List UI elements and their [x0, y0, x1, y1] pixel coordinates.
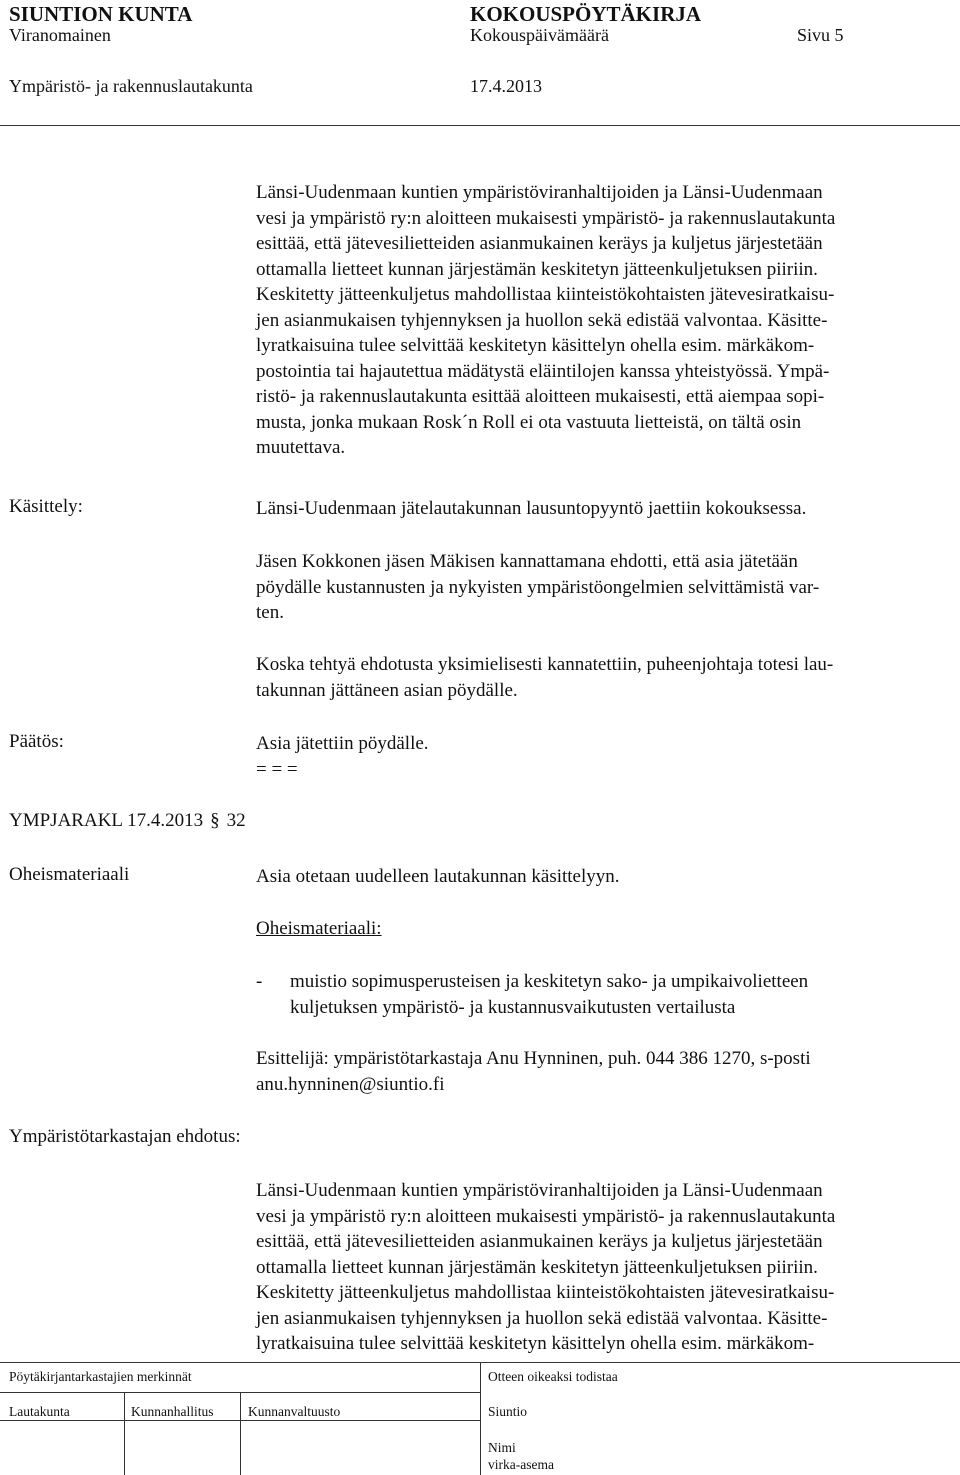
text-line: jen asianmukaisen tyhjennyksen ja huollon sekä edistää valvontaa. Käsitte- [256, 1307, 828, 1329]
certified-copy-label: Otteen oikeaksi todistaa [488, 1369, 618, 1384]
text-line: vesi ja ympäristö ry:n aloitteen mukaisesti ympäristö- ja rakennuslautakunta [256, 1205, 836, 1227]
kasittely-p1 [256, 496, 956, 522]
kasittely-p3 [256, 652, 956, 703]
text-line: postointia tai hajautettua mädätystä eläintilojen kanssa yhteistyössä. Ympä- [256, 360, 830, 382]
text-line: muutettava. [256, 437, 346, 458]
page-number: Sivu 5 [797, 25, 844, 45]
text-line: vesi ja ympäristö ry:n aloitteen mukaisesti ympäristö- ja rakennuslautakunta [256, 207, 836, 229]
position-label: virka-asema [488, 1457, 554, 1472]
text-line: ottamalla lietteet kunnan järjestämän keskitetyn jätteenkuljetuksen piiriin. [256, 1256, 818, 1278]
section-identifier [9, 810, 246, 832]
oheismateriaali-text [256, 864, 956, 890]
name-label: Nimi [488, 1440, 516, 1455]
oheismateriaali-label: Oheismateriaali [9, 864, 130, 885]
email-link[interactable]: anu.hynninen@siuntio.fi [256, 1073, 445, 1095]
text-line: Asia otetaan uudelleen lautakunnan käsittelyyn. [256, 866, 620, 887]
verifier-marks-label: Pöytäkirjantarkastajien merkinnät [9, 1369, 192, 1384]
paatos-label: Päätös: [9, 731, 64, 752]
text-line: Keskitetty jätteenkuljetus mahdollistaa kiinteistökohtaisten jätevesiratkaisu- [256, 1282, 835, 1303]
text-line: Koska tehtyä ehdotusta yksimielisesti kannatettiin, puheenjohtaja totesi lau- [256, 654, 834, 675]
oheismateriaali-heading [256, 916, 956, 942]
ehdotus-paragraph [256, 1178, 956, 1357]
authority-name: Ympäristö- ja rakennuslautakunta [9, 76, 253, 96]
separator: = = = [256, 758, 298, 780]
kasittely-label: Käsittely: [9, 496, 83, 517]
footer-col-divider [124, 1392, 125, 1475]
attachments-heading: Oheismateriaali: [256, 918, 382, 939]
kunnanvaltuusto-label: Kunnanvaltuusto [248, 1404, 341, 1419]
attachment-link[interactable]: kuljetuksen ympäristö- ja kustannusvaikutusten vertailusta [290, 996, 736, 1018]
text-line: pöydälle kustannusten ja nykyisten ympäristöongelmien selvittämistä var- [256, 576, 820, 598]
document-type: KOKOUSPÖYTÄKIRJA [470, 2, 702, 26]
text-line: musta, jonka mukaan Rosk´n Roll ei ota vastuuta lietteistä, on tältä osin [256, 411, 802, 433]
text-line: Länsi-Uudenmaan kuntien ympäristöviranhaltijoiden ja Länsi-Uudenmaan [256, 182, 823, 203]
footer-center-divider [480, 1362, 481, 1475]
kunnanhallitus-label: Kunnanhallitus [131, 1404, 214, 1419]
text-line: esittää, että jätevesilietteiden asianmukainen keräys ja kuljetus järjestetään [256, 233, 823, 254]
text-line: Esittelijä: ympäristötarkastaja Anu Hynninen, puh. 044 386 1270, s-posti [256, 1048, 811, 1069]
ehdotus-label: Ympäristötarkastajan ehdotus: [9, 1126, 241, 1147]
meeting-date: 17.4.2013 [470, 76, 542, 96]
section-mark-icon: § [210, 810, 220, 831]
text-line: ten. [256, 602, 284, 623]
text-line: Jäsen Kokkonen jäsen Mäkisen kannattamana ehdotti, että asia jätetään [256, 551, 798, 572]
text-line: Asia jätettiin pöydälle. [256, 733, 429, 754]
paatos-text [256, 731, 956, 782]
text-line: lyratkaisuina tulee selvittää keskitetyn käsittelyn ohella esim. märkäkom- [256, 1333, 815, 1354]
text-line: takunnan jättäneen asian pöydälle. [256, 679, 518, 701]
text-line: Länsi-Uudenmaan kuntien ympäristöviranhaltijoiden ja Länsi-Uudenmaan [256, 1180, 823, 1201]
attachment-link[interactable]: muistio sopimusperusteisen ja keskitetyn sako- ja umpikaivolietteen [290, 971, 809, 992]
authority-label: Viranomainen [9, 25, 111, 45]
text-line: lyratkaisuina tulee selvittää keskitetyn käsittelyn ohella esim. märkäkom- [256, 335, 815, 356]
text-line: ristö- ja rakennuslautakunta esittää aloitteen mukaisesti, että aiempaa sopi- [256, 386, 825, 407]
text-line: jen asianmukaisen tyhjennyksen ja huollon sekä edistää valvontaa. Käsitte- [256, 309, 828, 331]
section-number: 32 [226, 810, 246, 831]
footer-col-divider [240, 1392, 241, 1475]
text-line: Keskitetty jätteenkuljetus mahdollistaa kiinteistökohtaisten jätevesiratkaisu- [256, 284, 835, 305]
header-divider [0, 125, 960, 126]
attachment-item [290, 969, 808, 1020]
date-label: Kokouspäivämäärä [470, 25, 609, 45]
text-line: Länsi-Uudenmaan jätelautakunnan lausuntopyyntö jaettiin kokouksessa. [256, 498, 807, 519]
attachment-dash: - [256, 971, 263, 992]
section-id-text: YMPJARAKL 17.4.2013 [9, 810, 204, 831]
text-line: esittää, että jätevesilietteiden asianmukainen keräys ja kuljetus järjestetään [256, 1231, 823, 1252]
text-line: ottamalla lietteet kunnan järjestämän keskitetyn jätteenkuljetuksen piiriin. [256, 258, 818, 280]
org-name: SIUNTION KUNTA [9, 2, 193, 26]
intro-paragraph [256, 180, 956, 461]
presenter-info [256, 1046, 956, 1097]
lautakunta-label: Lautakunta [9, 1404, 70, 1419]
place-label: Siuntio [488, 1404, 528, 1419]
kasittely-p2 [256, 549, 956, 626]
